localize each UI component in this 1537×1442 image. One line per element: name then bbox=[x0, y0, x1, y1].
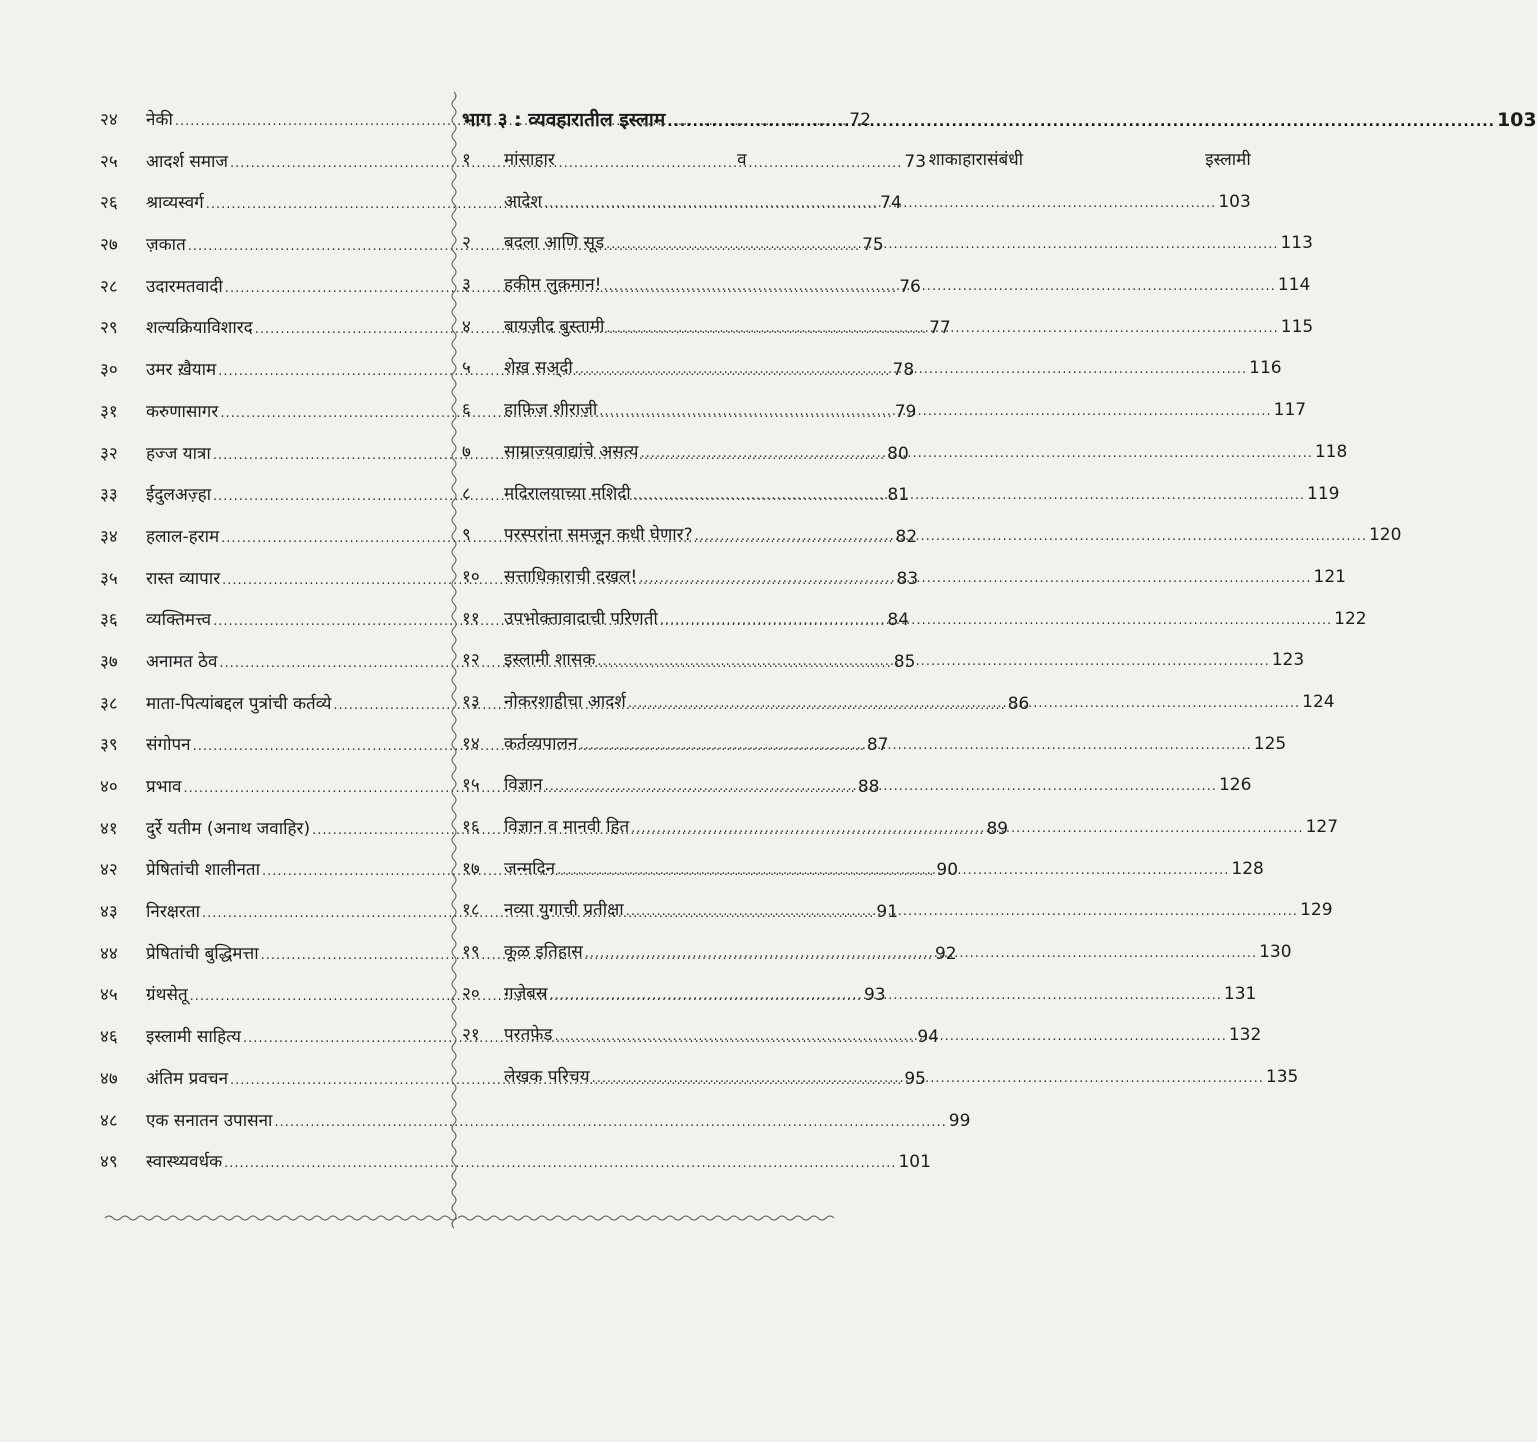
entry-page: 128 bbox=[1231, 858, 1264, 879]
leader-dots bbox=[555, 1016, 1227, 1058]
entry-number: १६ bbox=[462, 817, 480, 838]
entry-title: अनामत ठेव bbox=[146, 651, 218, 672]
entry-page: 122 bbox=[1334, 608, 1367, 629]
entry-page: 80 bbox=[887, 443, 909, 464]
entry-title: बदला आणि सूड bbox=[504, 233, 605, 254]
entry-title: हकीम लुक़मान! bbox=[504, 275, 602, 296]
leader-dots bbox=[544, 183, 1216, 225]
entry-number: ४७ bbox=[100, 1068, 118, 1089]
entry-title: रास्त व्यापार bbox=[146, 568, 221, 589]
entry-title: इस्लामी साहित्य bbox=[146, 1027, 241, 1048]
entry-page: 81 bbox=[887, 485, 910, 506]
leader-dots bbox=[641, 433, 1313, 475]
entry-title: ज़कात bbox=[146, 235, 186, 256]
entry-title-word: शाकाहारासंबंधी bbox=[928, 150, 1024, 170]
entry-page: 101 bbox=[898, 1152, 931, 1173]
entry-number: ४ bbox=[462, 316, 471, 337]
entry-page: 121 bbox=[1313, 566, 1346, 587]
entry-page: 120 bbox=[1368, 525, 1402, 546]
entry-page: 87 bbox=[866, 735, 889, 756]
entry-number: ४६ bbox=[100, 1027, 118, 1048]
entry-number: १ bbox=[462, 150, 471, 170]
entry-page: 90 bbox=[936, 860, 959, 881]
entry-number: ३४ bbox=[100, 526, 118, 547]
entry-title: विज्ञान व मानवी हित bbox=[504, 817, 630, 838]
entry-page: 94 bbox=[917, 1027, 939, 1048]
entry-number: ११ bbox=[462, 608, 480, 629]
entry-number: ४३ bbox=[100, 902, 118, 923]
entry-page: 125 bbox=[1253, 733, 1287, 754]
entry-title: लेखक परिचय bbox=[504, 1067, 590, 1088]
entry-title: परस्परांना समजून कधी घेणार? bbox=[504, 525, 693, 546]
entry-number: २४ bbox=[100, 110, 118, 130]
entry-page: 126 bbox=[1218, 775, 1252, 796]
entry-page: 76 bbox=[899, 276, 921, 297]
entry-title: इस्लामी शासक bbox=[504, 650, 596, 671]
entry-title: नोकरशाहीचा आदर्श bbox=[504, 691, 626, 712]
entry-number: ३२ bbox=[100, 443, 118, 464]
entry-title: मदिरालयाच्या मशिदी bbox=[504, 483, 631, 504]
entry-title: श्राव्यस्वर्ग bbox=[146, 193, 204, 214]
entry-title: एक सनातन उपासना bbox=[146, 1110, 273, 1131]
entry-number: ३६ bbox=[100, 610, 118, 631]
column-divider-wavy bbox=[448, 92, 460, 1222]
entry-title: परतफ़ेड bbox=[504, 1025, 553, 1046]
entry-title: ग़ज़ेबस्र bbox=[504, 983, 548, 1004]
leader-dots bbox=[579, 725, 1251, 767]
entry-number: १८ bbox=[462, 900, 480, 921]
leader-dots bbox=[585, 933, 1257, 975]
entry-title-word: इस्लामी bbox=[1205, 150, 1251, 170]
entry-number: ३३ bbox=[100, 485, 118, 506]
entry-number: १५ bbox=[462, 775, 480, 796]
entry-title: हलाल-हराम bbox=[146, 526, 220, 547]
entry-title: बायज़ीद बुस्तामी bbox=[504, 316, 605, 337]
entry-title: प्रभाव bbox=[146, 777, 182, 797]
entry-page: 103 bbox=[1218, 191, 1251, 212]
entry-page: 131 bbox=[1223, 983, 1257, 1004]
entry-number: १४ bbox=[462, 733, 480, 754]
entry-page: 132 bbox=[1228, 1025, 1262, 1046]
leader-dots bbox=[631, 808, 1303, 850]
toc-entry bbox=[100, 1101, 971, 1143]
entry-title: प्रेषितांची शालीनता bbox=[146, 860, 261, 881]
entry-number: २१ bbox=[462, 1025, 480, 1046]
entry-number: ३१ bbox=[100, 401, 118, 422]
entry-number: २० bbox=[462, 983, 480, 1004]
entry-title: स्वास्थ्यवर्धक bbox=[146, 1152, 223, 1173]
entry-number: २७ bbox=[100, 235, 118, 256]
entry-number: १२ bbox=[462, 650, 480, 671]
entry-number: ३८ bbox=[100, 693, 118, 714]
entry-page: 73 bbox=[904, 151, 927, 172]
entry-number: ४९ bbox=[100, 1152, 118, 1173]
entry-number: १३ bbox=[462, 691, 480, 712]
entry-page: 91 bbox=[876, 902, 899, 923]
entry-page: 88 bbox=[857, 777, 880, 797]
entry-title: ईदुलअज़्हा bbox=[146, 485, 212, 506]
leader-dots bbox=[575, 349, 1247, 391]
entry-number: २ bbox=[462, 233, 471, 254]
toc-entry bbox=[100, 1142, 931, 1184]
entry-page: 123 bbox=[1271, 650, 1305, 671]
bottom-rule-right bbox=[458, 1212, 830, 1224]
entry-number: ९ bbox=[462, 525, 471, 546]
entry-page: 82 bbox=[895, 526, 918, 547]
entry-title: निरक्षरता bbox=[146, 902, 201, 923]
entry-number: ३७ bbox=[100, 651, 118, 672]
entry-title-block bbox=[504, 140, 1251, 223]
entry-title: अंतिम प्रवचन bbox=[146, 1068, 229, 1089]
leader-dots bbox=[550, 975, 1222, 1017]
entry-number: ६ bbox=[462, 400, 471, 421]
entry-page: 79 bbox=[894, 401, 917, 422]
bottom-rule-left bbox=[105, 1212, 450, 1224]
leader-dots bbox=[695, 516, 1367, 558]
leader-dots bbox=[606, 224, 1278, 266]
entry-title: नेकी bbox=[146, 110, 173, 130]
entry-number: ३५ bbox=[100, 568, 118, 589]
entry-title: आदर्श समाज bbox=[146, 151, 229, 172]
entry-page: 117 bbox=[1273, 400, 1307, 421]
entry-page: 99 bbox=[948, 1110, 971, 1131]
entry-page: 124 bbox=[1302, 691, 1335, 712]
entry-title: हज्ज यात्रा bbox=[146, 443, 211, 464]
entry-page: 114 bbox=[1277, 275, 1311, 296]
entry-title: व्यक्तिमत्त्व bbox=[146, 610, 212, 631]
leader-dots bbox=[628, 683, 1300, 725]
entry-number: ४८ bbox=[100, 1110, 118, 1131]
leader-dots bbox=[592, 1058, 1264, 1100]
entry-title: ग्रंथसेतू bbox=[146, 985, 188, 1006]
entry-page: 83 bbox=[896, 568, 919, 589]
entry-title: सत्ताधिकाराची दखल! bbox=[504, 566, 638, 587]
leader-dots bbox=[557, 850, 1229, 892]
entry-title: कूळ इतिहास bbox=[504, 942, 583, 963]
entry-page: 118 bbox=[1314, 441, 1348, 462]
entry-page: 75 bbox=[862, 235, 884, 256]
entry-title: उदारमतवादी bbox=[146, 276, 223, 297]
entry-number: ४४ bbox=[100, 943, 118, 964]
entry-number: ४० bbox=[100, 777, 118, 797]
entry-title: शल्यक्रियाविशारद bbox=[146, 318, 253, 339]
entry-title-word: मांसाहार bbox=[504, 150, 555, 170]
entry-page: 84 bbox=[887, 610, 910, 631]
leader-dots bbox=[606, 308, 1278, 350]
entry-page: 93 bbox=[863, 985, 886, 1006]
entry-number: १७ bbox=[462, 858, 480, 879]
entry-number: ५ bbox=[462, 358, 471, 379]
entry-number: १० bbox=[462, 566, 480, 587]
entry-title: उपभोक्तावादाची परिणती bbox=[504, 608, 658, 629]
entry-page: 78 bbox=[892, 360, 915, 381]
entry-number: ७ bbox=[462, 441, 471, 462]
part-heading-page: 103 bbox=[1496, 109, 1537, 131]
entry-page: 86 bbox=[1007, 693, 1030, 714]
entry-title-line1 bbox=[504, 140, 1251, 182]
entry-page: 95 bbox=[904, 1068, 926, 1089]
part-heading-title: भाग ३ : व्यवहारातील इस्लाम bbox=[462, 109, 666, 131]
entry-number: ४१ bbox=[100, 818, 118, 839]
entry-page: 89 bbox=[986, 818, 1009, 839]
entry-number: ८ bbox=[462, 483, 471, 504]
entry-page: 92 bbox=[934, 943, 957, 964]
entry-number: ३० bbox=[100, 360, 118, 381]
leader-dots bbox=[603, 266, 1275, 308]
entry-title: दुर्रे यतीम (अनाथ जवाहिर) bbox=[146, 818, 311, 839]
leader-dots bbox=[545, 766, 1217, 808]
entry-title: प्रेषितांची बुद्धिमत्ता bbox=[146, 943, 259, 964]
entry-title: हाफ़िज़ शीराज़ी bbox=[504, 400, 598, 421]
entry-page: 72 bbox=[849, 110, 871, 130]
entry-title: उमर ख़ैयाम bbox=[146, 360, 217, 381]
leader-dots bbox=[667, 102, 1495, 142]
entry-page: 115 bbox=[1280, 316, 1314, 337]
entry-page: 129 bbox=[1300, 900, 1333, 921]
entry-page: 113 bbox=[1280, 233, 1313, 254]
leader-dots bbox=[633, 475, 1305, 517]
entry-title: संगोपन bbox=[146, 735, 191, 756]
entry-title: जन्मदिन bbox=[504, 858, 556, 879]
entry-title: कर्तव्यपालन bbox=[504, 733, 578, 754]
entry-page: 85 bbox=[893, 651, 916, 672]
entry-number: ४५ bbox=[100, 985, 118, 1006]
entry-title-line2 bbox=[504, 182, 1251, 224]
entry-page: 127 bbox=[1305, 817, 1339, 838]
entry-number: ३९ bbox=[100, 735, 118, 756]
entry-number: १९ bbox=[462, 942, 480, 963]
leader-dots bbox=[639, 558, 1311, 600]
entry-page: 74 bbox=[880, 193, 902, 214]
entry-title-word: व bbox=[737, 150, 747, 170]
leader-dots bbox=[626, 891, 1298, 933]
entry-title: शेख़ सअ्दी bbox=[504, 358, 573, 379]
entry-page: 116 bbox=[1249, 358, 1282, 379]
entry-title: माता-पित्यांबद्दल पुत्रांची कर्तव्ये bbox=[146, 693, 332, 714]
entry-title: नव्या युगाची प्रतीक्षा bbox=[504, 900, 624, 921]
entry-number: २८ bbox=[100, 276, 118, 297]
leader-dots bbox=[660, 600, 1332, 642]
entry-title: साम्राज्यवाद्यांचे असत्य bbox=[504, 441, 639, 462]
entry-number: २९ bbox=[100, 318, 118, 339]
entry-number: ३ bbox=[462, 275, 471, 296]
entry-number: २५ bbox=[100, 151, 118, 172]
entry-title: विज्ञान bbox=[504, 775, 543, 796]
entry-page: 119 bbox=[1307, 483, 1340, 504]
entry-page: 135 bbox=[1265, 1067, 1299, 1088]
entry-page: 77 bbox=[929, 318, 951, 339]
entry-number: २६ bbox=[100, 193, 118, 214]
entry-page: 130 bbox=[1259, 942, 1292, 963]
leader-dots bbox=[274, 1102, 946, 1144]
entry-title: आदेश bbox=[504, 191, 542, 212]
entry-number: ४२ bbox=[100, 860, 118, 881]
entry-title: करुणासागर bbox=[146, 401, 219, 422]
leader-dots bbox=[224, 1143, 896, 1185]
leader-dots bbox=[597, 641, 1269, 683]
leader-dots bbox=[599, 391, 1271, 433]
